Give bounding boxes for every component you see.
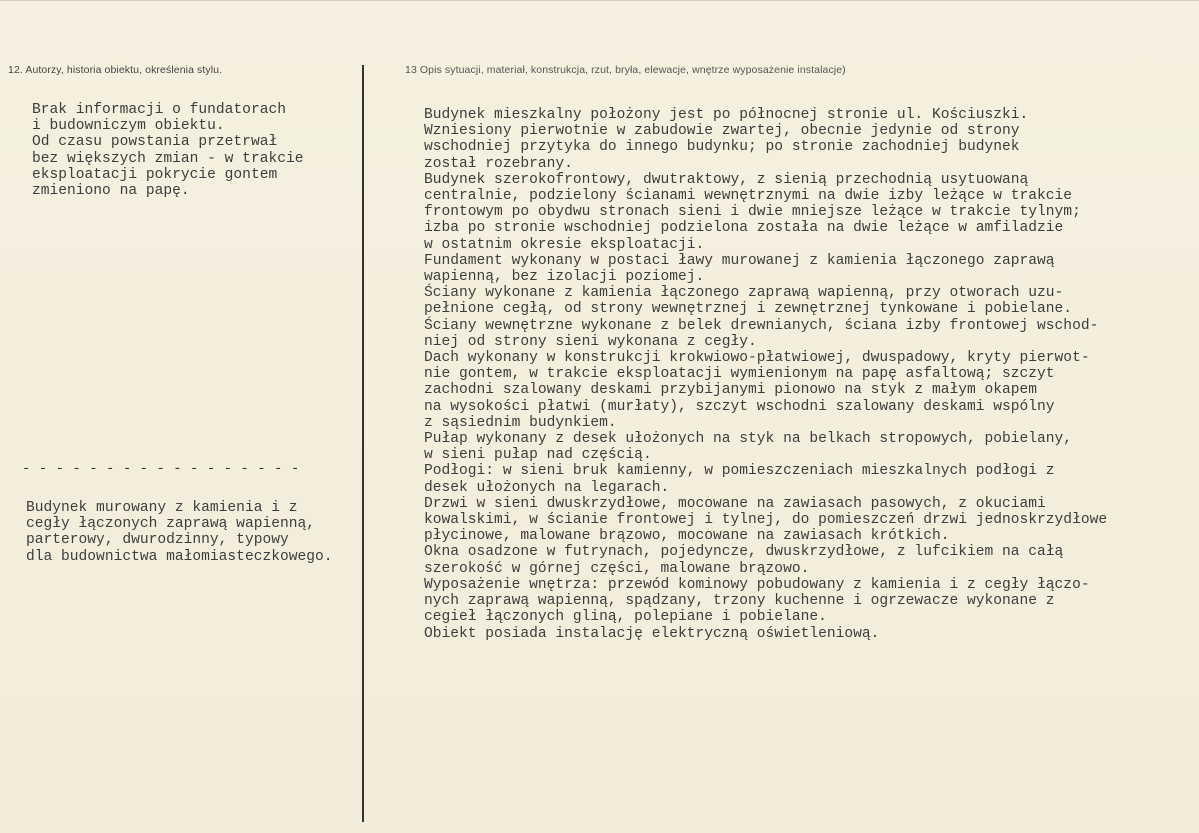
section-13-header: 13 Opis sytuacji, materiał, konstrukcja, rzut, bryła, elewacje, wnętrze wyposażenie instalacje) — [405, 64, 846, 76]
style-line: cegły łączonych zaprawą wapienną, — [26, 516, 316, 533]
description-line: izba po stronie wschodniej podzielona została na dwie leżące w amfiladzie — [424, 220, 1064, 237]
description-line: wapienną, bez izolacji poziomej. — [424, 269, 705, 286]
description-line: Budynek mieszkalny położony jest po północnej stronie ul. Kościuszki. — [424, 107, 1029, 123]
history-line: Brak informacji o fundatorach — [32, 102, 286, 118]
description-line: Okna osadzone w futrynach, pojedyncze, dwuskrzydłowe, z lufcikiem na całą — [424, 544, 1064, 561]
history-line: zmieniono na papę. — [32, 183, 190, 200]
description-line: kowalskimi, w ścianie frontowej i tylnej, do pomieszczeń drzwi jednoskrzydłowe — [424, 512, 1108, 529]
history-line: Od czasu powstania przetrwał — [32, 134, 278, 151]
dashed-separator: - - - - - - - - - - - - - - - - - — [22, 461, 300, 477]
description-line: Fundament wykonany w postaci ławy murowanej z kamienia łączonego zaprawą — [424, 252, 1055, 269]
description-line: cegieł łączonych gliną, polepiane i pobielane. — [424, 609, 827, 626]
description-line: nie gontem, w trakcie eksploatacji wymienionym na papę asfaltową; szczyt — [424, 366, 1055, 383]
description-line: z sąsiednim budynkiem. — [424, 414, 617, 431]
style-line: dla budownictwa małomiasteczkowego. — [26, 548, 333, 565]
description-line: Podłogi: w sieni bruk kamienny, w pomieszczeniach mieszkalnych podłogi z — [424, 463, 1055, 480]
description-line: wschodniej przytyka do innego budynku; po stronie zachodniej budynek — [424, 139, 1020, 156]
description-line: został rozebrany. — [424, 155, 573, 172]
description-text — [424, 107, 1107, 642]
column-divider — [362, 65, 364, 822]
history-line: bez większych zmian - w trakcie — [32, 150, 304, 167]
description-line: zachodni szalowany deskami przybijanymi pionowo na styk z małym okapem — [424, 382, 1038, 399]
description-line: desek ułożonych na legarach. — [424, 479, 670, 496]
history-line: eksploatacji pokrycie gontem — [32, 166, 278, 183]
description-line: szerokość w górnej części, malowane brązowo. — [424, 560, 810, 577]
description-line: pełnione cegłą, od strony wewnętrznej i zewnętrznej tynkowane i pobielane. — [424, 301, 1073, 318]
description-line: Wzniesiony pierwotnie w zabudowie zwartej, obecnie jedynie od strony — [424, 123, 1020, 140]
description-line: centralnie, podzielony ścianami wewnętrznymi na dwie izby leżące w trakcie — [424, 188, 1073, 205]
description-line: Wyposażenie wnętrza: przewód kominowy pobudowany z kamienia i z cegły łączo- — [424, 576, 1090, 593]
description-line: Drzwi w sieni dwuskrzydłowe, mocowane na zawiasach pasowych, z okuciami — [424, 495, 1046, 512]
description-line: Ściany wykonane z kamienia łączonego zaprawą wapienną, przy otworach uzu- — [424, 285, 1064, 302]
description-line: w ostatnim okresie eksploatacji. — [424, 236, 705, 253]
description-line: Budynek szerokofrontowy, dwutraktowy, z sienią przechodnią usytuowaną — [424, 171, 1029, 188]
description-line: frontowym po obydwu stronach sieni i dwie mniejsze leżące w trakcie tylnym; — [424, 204, 1081, 221]
style-text — [26, 500, 333, 565]
description-line: płycinowe, malowane brązowo, mocowane na zawiasach krótkich. — [424, 528, 950, 545]
description-line: Ściany wewnętrzne wykonane z belek drewnianych, ściana izby frontowej wschod- — [424, 317, 1099, 334]
description-line: nych zaprawą wapienną, spądzany, trzony kuchenne i ogrzewacze wykonane z — [424, 593, 1055, 610]
description-line: niej od strony sieni wykonana z cegły. — [424, 333, 757, 350]
section-12-header: 12. Autorzy, historia obiektu, określenia stylu. — [8, 64, 223, 76]
history-line: i budowniczym obiektu. — [32, 118, 225, 135]
description-line: Pułap wykonany z desek ułożonych na styk na belkach stropowych, pobielany, — [424, 431, 1073, 448]
description-line: Obiekt posiada instalację elektryczną oświetleniową. — [424, 625, 880, 642]
style-line: Budynek murowany z kamienia i z — [26, 500, 298, 516]
style-line: parterowy, dwurodzinny, typowy — [26, 532, 289, 549]
description-line: Dach wykonany w konstrukcji krokwiowo-płatwiowej, dwuspadowy, kryty pierwot- — [424, 350, 1090, 367]
description-line: w sieni pułap nad częścią. — [424, 447, 652, 464]
description-line: na wysokości płatwi (murłaty), szczyt wschodni szalowany deskami wspólny — [424, 398, 1055, 415]
history-text — [32, 102, 304, 199]
